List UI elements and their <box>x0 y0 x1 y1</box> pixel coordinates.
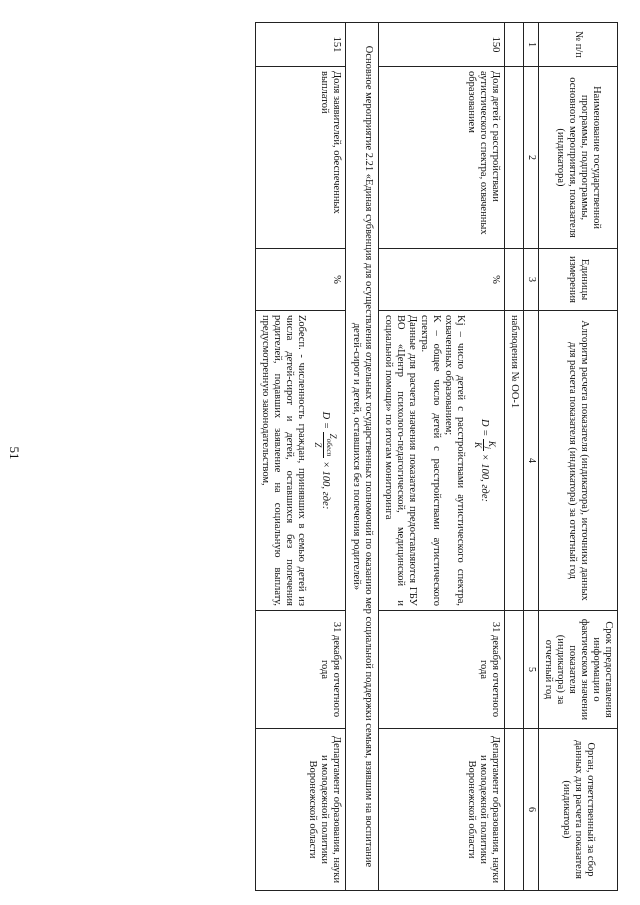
column-number: 6 <box>524 729 539 891</box>
column-number: 2 <box>524 67 539 249</box>
algorithm <box>378 311 504 611</box>
header-org: Орган, ответственный за сбор данных для расчета показателя (индикатора) <box>538 729 617 891</box>
indicators-table <box>255 22 618 891</box>
column-number: 3 <box>524 249 539 311</box>
indicator-name: Доля детей с расстройствами аутистического спектра, охваченных образованием <box>378 67 504 249</box>
responsible-org: Департамент образования, науки и молодежной политики Воронежской области <box>378 729 504 891</box>
indicator-name: Доля заявителей, обеспеченных выплатой <box>255 67 345 249</box>
page-number: 51 <box>7 446 22 460</box>
cell <box>505 611 524 729</box>
row-number: 150 <box>378 23 504 67</box>
column-number: 4 <box>524 311 539 611</box>
header-row <box>538 23 617 891</box>
table-row-151 <box>255 23 345 891</box>
definition: Zобесп. - численность граждан, принявших в семью детей из числа детей-сирот и детей, оставшихся без попечения родителей, подавших заявление на социальную выплату, предусмотренную законодательством, <box>259 315 307 606</box>
rotated-page <box>58 22 618 890</box>
cell <box>505 67 524 249</box>
section-title: Основное мероприятие 2.21 «Единая субвенция для осуществления отдельных государственных полномочий по оказанию мер социальной поддержки семьям, взявшим на воспитание детей-сирот и детей, оставшихся без попечения родителей» <box>345 23 378 891</box>
algorithm <box>255 311 345 611</box>
continuation-row <box>505 23 524 891</box>
deadline: 31 декабря отчетного года <box>378 611 504 729</box>
formula: D = $Z_{обесп}$ Z × 100, где: <box>313 411 338 510</box>
definition: Данные для расчета значения показателя предоставляются ГБУ ВО «Центр психолого-педагогической, медицинской и социальной помощи» по итогам мониторинга <box>382 315 419 606</box>
row-number: 151 <box>255 23 345 67</box>
column-number: 1 <box>524 23 539 67</box>
definition: Kj – число детей с расстройствами аутистического спектра, охваченных образованием; <box>443 315 467 606</box>
table-row-150 <box>378 23 504 891</box>
column-number: 5 <box>524 611 539 729</box>
continuation-text: наблюдения № ОО-1 <box>505 311 524 611</box>
landscape-content <box>58 22 618 890</box>
definition: K – общее число детей с расстройствами аутистического спектра. <box>419 315 443 606</box>
responsible-org: Департамент образования, науки и молодежной политики Воронежской области <box>255 729 345 891</box>
cell <box>505 249 524 311</box>
cell <box>505 729 524 891</box>
section-row <box>345 23 378 891</box>
unit: % <box>378 249 504 311</box>
header-unit: Единицы измерения <box>538 249 617 311</box>
header-algorithm: Алгоритм расчета показателя (индикатора), источники данных для расчета показателя (индикатора) за отчетный год <box>538 311 617 611</box>
header-name: Наименование государственной программы, подпрограммы, основного мероприятия, показателя (индикатора) <box>538 67 617 249</box>
column-number-row <box>524 23 539 891</box>
cell <box>505 23 524 67</box>
header-deadline: Срок предоставления информации о фактическом значении показателя (индикатора) за отчетный год <box>538 611 617 729</box>
header-num: № п/п <box>538 23 617 67</box>
deadline: 31 декабря отчетного года <box>255 611 345 729</box>
formula: D = $K_j$ K × 100, где: <box>472 418 498 503</box>
unit: % <box>255 249 345 311</box>
